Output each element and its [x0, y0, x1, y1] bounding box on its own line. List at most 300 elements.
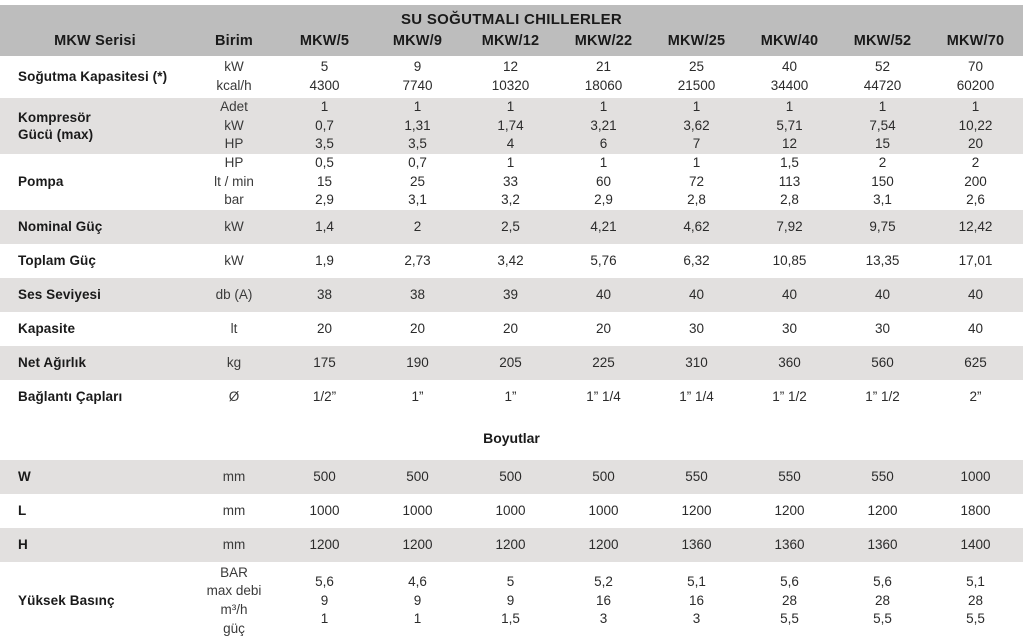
row-value-line: 9: [506, 592, 515, 608]
row-value-line: 1200: [588, 536, 619, 552]
row-value-line: 1000: [588, 502, 619, 518]
row-value-line: 40: [595, 286, 612, 302]
row-value-line: 1” 1/4: [586, 388, 621, 404]
row-unit-line: mm: [222, 502, 246, 518]
row-label-line: Toplam Güç: [18, 253, 97, 269]
row-value-line: 2,73: [404, 252, 431, 268]
row-value-line: 40: [967, 320, 984, 336]
row-value-line: 205: [499, 354, 522, 370]
row-unit-line: mm: [222, 536, 246, 552]
column-header-series: MKW Serisi: [54, 33, 136, 49]
row-label: [0, 380, 190, 414]
row-value-MKW/40: [743, 98, 836, 154]
row-value-line: 1800: [960, 502, 991, 518]
row-value-MKW/9: [371, 56, 464, 98]
table-row: [0, 494, 1023, 528]
dimension-rows-body: [0, 460, 1023, 640]
row-value-line: 15: [316, 173, 333, 189]
row-label-text: [18, 320, 75, 337]
column-header-model-0: MKW/5: [299, 33, 350, 49]
row-unit: [190, 210, 278, 244]
row-value-line: 40: [967, 286, 984, 302]
table-row: [0, 56, 1023, 98]
row-value-line: 1”: [504, 388, 517, 404]
row-value-line: 1200: [495, 536, 526, 552]
row-value-MKW/9: [371, 528, 464, 562]
row-value-MKW/52: [836, 312, 929, 346]
row-value-line: 2: [413, 218, 422, 234]
row-value-line: 500: [406, 468, 429, 484]
row-value-line: 30: [688, 320, 705, 336]
row-value-line: 10,85: [772, 252, 807, 268]
row-unit: [190, 562, 278, 640]
row-value-line: 1”: [411, 388, 424, 404]
row-label-line: Bağlantı Çapları: [18, 389, 123, 405]
row-value-MKW/70: [929, 528, 1022, 562]
row-value-MKW/70: [929, 346, 1022, 380]
row-value-line: 113: [778, 173, 801, 189]
row-value-MKW/25: [650, 312, 743, 346]
row-value-line: 38: [316, 286, 333, 302]
row-value-MKW/5: [278, 244, 371, 278]
row-value-line: 10,22: [958, 117, 993, 133]
row-value-line: 5,71: [776, 117, 803, 133]
row-label-text: [18, 218, 102, 235]
row-value-line: 1: [599, 99, 608, 115]
row-unit-line: güç: [223, 620, 245, 636]
row-unit-line: lt / min: [214, 173, 254, 189]
table-row: [0, 380, 1023, 414]
row-value-MKW/25: [650, 210, 743, 244]
table-row: [0, 312, 1023, 346]
row-value-MKW/12: [464, 562, 557, 640]
table-row: [0, 98, 1023, 154]
row-label-text: [18, 286, 101, 303]
row-value-MKW/12: [464, 460, 557, 494]
row-value-line: 4: [506, 136, 515, 152]
row-value-MKW/40: [743, 56, 836, 98]
row-label: [0, 210, 190, 244]
row-value-line: 200: [964, 173, 987, 189]
column-header-model-4: MKW/25: [667, 33, 726, 49]
row-value-MKW/22: [557, 210, 650, 244]
row-value-MKW/70: [929, 244, 1022, 278]
row-unit-line: lt: [230, 320, 238, 336]
row-value-MKW/40: [743, 380, 836, 414]
row-value-MKW/25: [650, 562, 743, 640]
row-value-line: 2”: [969, 388, 982, 404]
table-header: [0, 5, 1023, 56]
row-value-MKW/40: [743, 346, 836, 380]
row-value-line: 1” 1/2: [865, 388, 900, 404]
table-row: [0, 278, 1023, 312]
row-value-MKW/25: [650, 346, 743, 380]
row-value-MKW/9: [371, 460, 464, 494]
row-value-line: 28: [874, 592, 891, 608]
row-value-line: 20: [316, 320, 333, 336]
row-value-line: 5,76: [590, 252, 617, 268]
row-label-text: [18, 592, 115, 609]
row-value-line: 3: [692, 611, 701, 627]
row-value-MKW/22: [557, 98, 650, 154]
row-value-MKW/52: [836, 154, 929, 210]
row-unit-line: HP: [224, 155, 244, 171]
row-value-line: 39: [502, 286, 519, 302]
row-value-line: 2,9: [315, 192, 334, 208]
row-unit: [190, 278, 278, 312]
row-value-line: 2,6: [966, 192, 985, 208]
row-unit-line: kg: [226, 354, 242, 370]
row-value-line: 21500: [677, 78, 716, 93]
row-value-MKW/70: [929, 98, 1022, 154]
row-unit: [190, 312, 278, 346]
row-value-MKW/25: [650, 56, 743, 98]
row-value-MKW/70: [929, 562, 1022, 640]
row-value-MKW/9: [371, 380, 464, 414]
row-value-MKW/9: [371, 346, 464, 380]
row-value-line: 625: [964, 354, 987, 370]
row-value-line: 1000: [495, 502, 526, 518]
row-value-MKW/9: [371, 244, 464, 278]
row-label-text: [18, 109, 93, 144]
row-value-MKW/12: [464, 154, 557, 210]
row-unit-line: max debi: [206, 583, 262, 599]
table-row: [0, 528, 1023, 562]
row-value-line: 0,7: [408, 155, 427, 171]
row-value-line: 38: [409, 286, 426, 302]
row-value-line: 550: [778, 468, 801, 484]
row-unit-line: mm: [222, 468, 246, 484]
row-value-MKW/9: [371, 98, 464, 154]
table-title: SU SOĞUTMALI CHILLERLER: [400, 11, 623, 28]
row-value-MKW/5: [278, 460, 371, 494]
row-value-MKW/40: [743, 210, 836, 244]
row-value-line: 1: [506, 99, 515, 115]
row-value-MKW/5: [278, 528, 371, 562]
column-header-model-5: MKW/40: [760, 33, 819, 49]
row-unit-line: BAR: [220, 564, 248, 580]
row-value-MKW/70: [929, 380, 1022, 414]
row-unit-line: Adet: [220, 99, 248, 115]
row-value-line: 500: [499, 468, 522, 484]
row-value-line: 1360: [681, 536, 712, 552]
row-value-line: 3,62: [683, 117, 710, 133]
row-value-MKW/52: [836, 278, 929, 312]
row-value-line: 1: [413, 611, 422, 627]
row-value-line: 1/2”: [312, 388, 337, 404]
row-value-line: 1” 1/4: [679, 388, 714, 404]
row-value-line: 2,8: [687, 192, 706, 208]
row-label: [0, 154, 190, 210]
row-value-line: 5,2: [594, 574, 613, 589]
column-header-row: [0, 33, 1023, 56]
section-divider-dimensions: Boyutlar: [0, 414, 1023, 460]
row-value-MKW/5: [278, 562, 371, 640]
row-value-line: 3,42: [497, 252, 524, 268]
row-unit: [190, 460, 278, 494]
row-value-line: 9: [413, 592, 422, 608]
row-label-text: [18, 468, 31, 485]
row-label-line: Kapasite: [18, 321, 76, 337]
row-value-line: 1: [599, 155, 608, 171]
row-value-line: 3,1: [873, 192, 892, 208]
row-value-line: 1400: [960, 536, 991, 552]
row-value-line: 7: [692, 136, 701, 152]
row-value-MKW/40: [743, 312, 836, 346]
row-value-line: 550: [685, 468, 708, 484]
row-value-line: 500: [592, 468, 615, 484]
row-value-MKW/52: [836, 56, 929, 98]
row-value-MKW/22: [557, 380, 650, 414]
row-value-line: 9: [413, 59, 422, 75]
row-label-line: Ses Seviyesi: [18, 287, 102, 303]
row-value-line: 2: [878, 155, 887, 171]
row-value-line: 10320: [491, 78, 530, 93]
table-row: [0, 562, 1023, 640]
row-value-line: 225: [592, 354, 615, 370]
row-label-text: [18, 173, 64, 190]
row-value-line: 3: [599, 611, 608, 627]
row-value-line: 1200: [402, 536, 433, 552]
row-value-MKW/52: [836, 494, 929, 528]
row-value-line: 12: [502, 59, 519, 75]
row-value-line: 1,4: [315, 218, 334, 234]
row-value-MKW/9: [371, 210, 464, 244]
row-label: [0, 244, 190, 278]
row-value-line: 4300: [309, 78, 340, 93]
row-value-MKW/9: [371, 562, 464, 640]
row-value-line: 5: [320, 59, 329, 75]
row-value-MKW/52: [836, 460, 929, 494]
row-value-MKW/70: [929, 312, 1022, 346]
row-value-line: 3,5: [408, 136, 427, 152]
row-value-line: 20: [967, 136, 984, 152]
row-value-line: 1: [506, 155, 515, 171]
row-value-MKW/52: [836, 244, 929, 278]
row-value-line: 9,75: [869, 218, 896, 234]
row-unit-line: kW: [224, 117, 244, 133]
row-label: [0, 98, 190, 154]
row-label-line: Pompa: [18, 174, 64, 190]
row-label: [0, 56, 190, 98]
row-value-line: 20: [502, 320, 519, 336]
row-value-line: 28: [967, 592, 984, 608]
row-unit-line: m³/h: [220, 602, 248, 617]
spec-rows-body: [0, 56, 1023, 414]
row-value-MKW/22: [557, 56, 650, 98]
row-value-MKW/22: [557, 494, 650, 528]
row-unit-line: HP: [224, 136, 244, 152]
row-value-MKW/5: [278, 210, 371, 244]
row-value-line: 1000: [402, 502, 433, 518]
row-unit: [190, 528, 278, 562]
row-label: [0, 528, 190, 562]
row-value-MKW/22: [557, 528, 650, 562]
row-value-line: 5,6: [780, 574, 799, 589]
row-label-text: [18, 252, 96, 269]
row-value-MKW/40: [743, 278, 836, 312]
row-value-MKW/22: [557, 154, 650, 210]
row-label-text: [18, 388, 122, 405]
row-value-line: 7,54: [869, 117, 896, 133]
row-value-line: 1360: [774, 536, 805, 552]
row-value-line: 360: [778, 354, 801, 370]
row-unit: [190, 346, 278, 380]
row-label-line: Soğutma Kapasitesi (*): [18, 69, 168, 85]
row-value-MKW/40: [743, 244, 836, 278]
row-value-line: 44720: [863, 78, 902, 93]
row-value-line: 2,9: [594, 192, 613, 208]
row-label-text: [18, 68, 167, 85]
row-value-MKW/40: [743, 528, 836, 562]
row-label-line: W: [18, 469, 31, 485]
row-value-line: 7,92: [776, 218, 803, 234]
row-value-line: 2,8: [780, 192, 799, 208]
row-unit-line: kW: [224, 252, 244, 268]
row-value-MKW/25: [650, 98, 743, 154]
row-value-MKW/70: [929, 494, 1022, 528]
row-value-MKW/25: [650, 278, 743, 312]
row-value-MKW/12: [464, 380, 557, 414]
row-value-line: 18060: [584, 78, 623, 93]
row-label-line: Nominal Güç: [18, 219, 103, 235]
row-value-line: 5,5: [873, 611, 892, 627]
row-value-line: 70: [967, 59, 984, 75]
row-unit-line: kW: [224, 59, 244, 75]
row-value-MKW/12: [464, 494, 557, 528]
row-value-line: 310: [685, 354, 708, 370]
column-header-model-1: MKW/9: [392, 33, 443, 49]
row-value-line: 1360: [867, 536, 898, 552]
row-value-line: 2: [971, 155, 980, 171]
row-value-line: 1: [320, 99, 329, 115]
row-value-MKW/40: [743, 562, 836, 640]
row-unit-line: Ø: [228, 388, 240, 404]
row-value-line: 25: [409, 173, 426, 189]
table-row: [0, 244, 1023, 278]
row-value-line: 560: [871, 354, 894, 370]
row-value-line: 4,21: [590, 218, 617, 234]
table-row: [0, 460, 1023, 494]
row-value-line: 12: [781, 136, 798, 152]
row-value-MKW/22: [557, 346, 650, 380]
row-value-line: 2,5: [501, 218, 520, 234]
row-value-line: 1: [692, 155, 701, 171]
row-label: [0, 562, 190, 640]
row-value-line: 5,6: [315, 574, 334, 589]
row-value-line: 1” 1/2: [772, 388, 807, 404]
row-value-line: 20: [409, 320, 426, 336]
row-value-MKW/70: [929, 56, 1022, 98]
row-value-MKW/25: [650, 154, 743, 210]
row-value-MKW/70: [929, 210, 1022, 244]
row-value-MKW/22: [557, 312, 650, 346]
row-value-line: 5,5: [780, 611, 799, 627]
row-value-line: 1,5: [501, 611, 520, 627]
row-value-line: 15: [874, 136, 891, 152]
row-label: [0, 312, 190, 346]
row-value-line: 1: [785, 99, 794, 115]
row-value-MKW/52: [836, 380, 929, 414]
table-row: [0, 346, 1023, 380]
row-value-line: 12,42: [958, 218, 993, 234]
row-value-line: 40: [874, 286, 891, 302]
row-value-MKW/22: [557, 278, 650, 312]
row-value-line: 1,31: [404, 117, 431, 133]
row-value-MKW/25: [650, 460, 743, 494]
row-value-MKW/12: [464, 312, 557, 346]
row-label: [0, 278, 190, 312]
row-value-MKW/25: [650, 244, 743, 278]
row-value-line: 9: [320, 592, 329, 608]
row-value-line: 72: [688, 173, 705, 189]
row-value-MKW/22: [557, 562, 650, 640]
row-label-line: Kompresör: [18, 109, 91, 125]
row-value-line: 5,1: [966, 574, 985, 589]
row-value-MKW/52: [836, 210, 929, 244]
row-value-line: 40: [781, 286, 798, 302]
row-value-line: 6: [599, 136, 608, 152]
row-value-MKW/5: [278, 56, 371, 98]
row-value-line: 34400: [770, 78, 809, 93]
row-value-line: 1: [878, 99, 887, 115]
row-value-line: 1: [320, 611, 329, 627]
row-unit-line: kW: [224, 218, 244, 234]
row-value-MKW/52: [836, 346, 929, 380]
row-value-MKW/9: [371, 278, 464, 312]
row-value-line: 40: [688, 286, 705, 302]
row-value-line: 60: [595, 173, 612, 189]
table-row: [0, 210, 1023, 244]
row-value-MKW/70: [929, 278, 1022, 312]
row-value-MKW/12: [464, 98, 557, 154]
row-value-line: 60200: [956, 78, 995, 93]
row-label-line: L: [18, 503, 27, 519]
row-label-text: [18, 354, 86, 371]
row-value-MKW/12: [464, 210, 557, 244]
row-value-MKW/12: [464, 244, 557, 278]
row-value-MKW/40: [743, 154, 836, 210]
row-value-line: 1000: [309, 502, 340, 518]
row-value-MKW/22: [557, 460, 650, 494]
row-value-line: 30: [874, 320, 891, 336]
row-value-MKW/5: [278, 346, 371, 380]
row-label-line: Gücü (max): [18, 127, 94, 142]
row-value-line: 5,1: [687, 574, 706, 589]
row-value-line: 13,35: [865, 252, 900, 268]
row-value-line: 0,7: [315, 117, 334, 133]
row-value-MKW/52: [836, 98, 929, 154]
row-value-line: 17,01: [958, 252, 993, 268]
row-label-line: H: [18, 537, 28, 553]
row-value-line: 5: [506, 574, 515, 589]
row-value-line: 5,5: [966, 611, 985, 627]
row-value-line: 21: [595, 59, 612, 75]
row-value-line: 190: [406, 354, 429, 370]
row-value-line: 33: [502, 173, 519, 189]
row-label-text: [18, 502, 26, 519]
row-label: [0, 460, 190, 494]
row-value-line: 1: [692, 99, 701, 115]
row-value-line: 1: [413, 99, 422, 115]
row-value-line: 1200: [867, 502, 898, 518]
row-label-line: Net Ağırlık: [18, 355, 87, 371]
row-value-line: 500: [313, 468, 336, 484]
row-label: [0, 494, 190, 528]
row-value-MKW/5: [278, 312, 371, 346]
row-value-MKW/22: [557, 244, 650, 278]
row-value-MKW/40: [743, 494, 836, 528]
